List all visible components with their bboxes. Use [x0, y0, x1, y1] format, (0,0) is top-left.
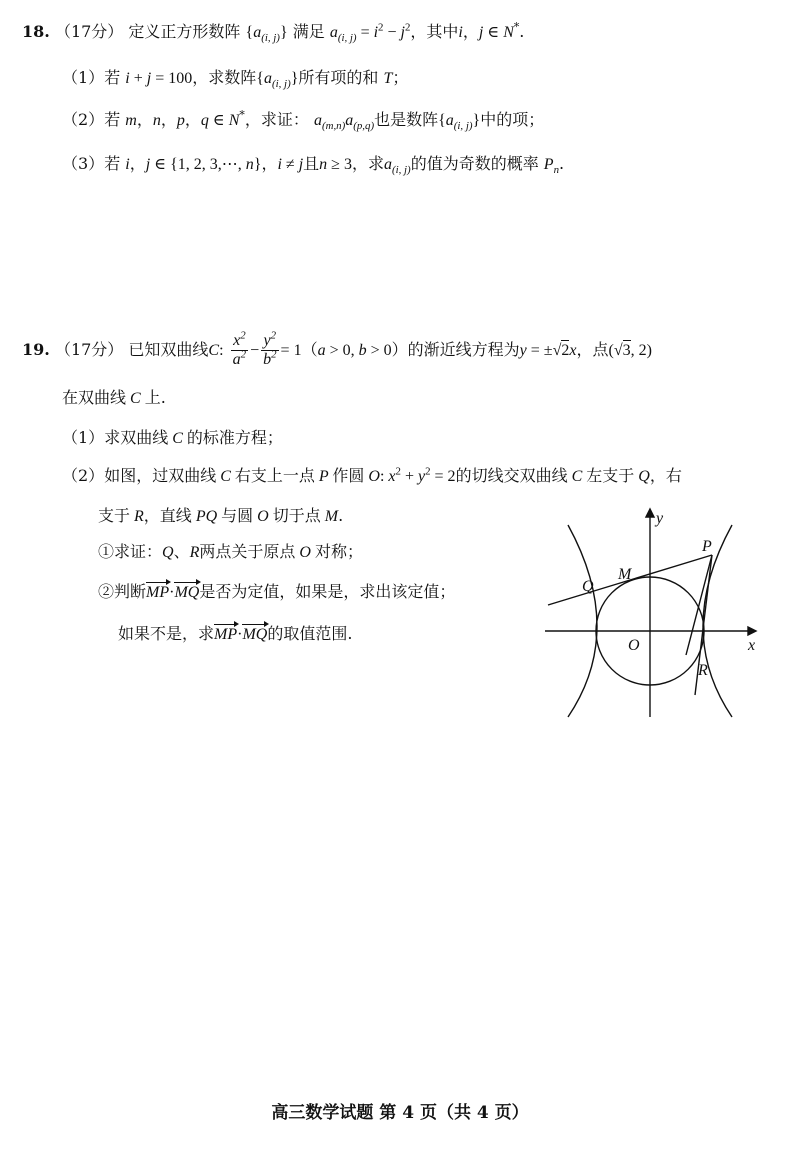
q19-part1-text2: 的标准方程；	[186, 428, 283, 447]
q18-stem-text3: ，其中	[410, 22, 459, 41]
page-footer: 高三数学试题 第 4 页（共 4 页）	[271, 1103, 529, 1123]
q19-part2-text5: 左支于	[586, 466, 635, 485]
q18-part3-text4: ，求	[351, 154, 384, 173]
q18-part2-text3: 也是数阵	[374, 110, 439, 129]
q18-stem-text: 定义正方形数阵	[128, 22, 241, 41]
q18-part3-label: （3）	[62, 154, 105, 173]
q19-part2-text3: 作圆	[332, 466, 365, 485]
q18-part2-text: 若	[104, 110, 121, 129]
q18-part3-text: 若	[104, 154, 121, 173]
q18-part1-text4: ；	[392, 68, 409, 87]
x-axis-arrow	[748, 627, 756, 635]
q19-part2: （2）如图，过双曲线 C 右支上一点 P 作圆 O: $x^2 + y^2 = 2$的切线交双曲线 C 左支于 Q，右	[62, 465, 682, 485]
q19-stem-text2: 的渐近线方程为	[407, 340, 520, 359]
q18-part3: （3）若 i，j ∈ {1, 2, 3,⋯, n}，i ≠ j且n ≥ 3，求$a_{(i, j)}$的值为奇数的概率 $P_n$.	[62, 154, 565, 177]
q19-stem-text3: ，点	[576, 340, 609, 359]
q19-part2-line2-text3: 与圆	[221, 506, 254, 525]
point-P-label: P	[702, 538, 712, 555]
point-Q-label: Q	[582, 578, 594, 595]
q18-part1-text: 若	[104, 68, 121, 87]
q19-part2-text6: ，右	[649, 466, 682, 485]
q18-part2-text2: ，求证：	[244, 110, 309, 129]
q19-stem-line2: 在双曲线 C 上.	[62, 388, 166, 407]
q19-stem-text: 已知双曲线	[128, 340, 209, 359]
q19-sub1-text2: 两点关于原点	[199, 542, 296, 561]
q18-part1-text3: 所有项的和	[298, 68, 379, 87]
q19-sub2-line2-text2: 的取值范围.	[267, 624, 353, 643]
q19-part2-line2-text: 支于	[98, 506, 131, 525]
q19-sub1-text3: 对称；	[314, 542, 363, 561]
q19-sub2-text2: 是否为定值，如果是，求出该定值；	[199, 582, 456, 601]
q19-part1-label: （1）	[62, 428, 105, 447]
q19-sub1-text: ①求证：	[98, 542, 163, 561]
q18-part1-label: （1）	[62, 68, 105, 87]
q19-part1-text: 求双曲线	[104, 428, 169, 447]
q19-sub1: ①求证：Q、R两点关于原点 O 对称；	[98, 542, 363, 561]
q19-part2-label: （2）	[62, 466, 105, 485]
q19-part2-text2: 右支上一点	[234, 466, 315, 485]
q18-part2: （2）若 m，n，p，q ∈ N*，求证： $a_{(m,n)}a_{(p,q)}$也是数阵$\{a_{(i, j)}\}$中的项；	[62, 108, 545, 133]
line-PR-1	[686, 555, 712, 655]
point-M-label: M	[618, 566, 632, 583]
q19-part2-line2-text4: 切于点	[272, 506, 321, 525]
q18-part1: （1）若 i + j = 100，求数阵$\{a_{(i, j)}\}$所有项的和 T；	[62, 68, 409, 91]
q18-stem-text2: 满足	[292, 22, 325, 41]
q19-part2-line2: 支于 R，直线 PQ 与圆 O 切于点 M.	[98, 506, 344, 525]
origin-label: O	[628, 637, 640, 654]
y-axis-arrow	[646, 509, 654, 517]
q19-stem-line2-text: 在双曲线	[62, 388, 127, 407]
q19-part2-line2-text2: ，直线	[143, 506, 192, 525]
point-R-label: R	[698, 662, 708, 679]
q19-part1: （1）求双曲线 C 的标准方程；	[62, 428, 283, 447]
q18-number: 18.	[22, 22, 50, 41]
q19-score: （17分）	[54, 340, 124, 359]
q18-score: （17分）	[54, 22, 124, 41]
q19-number: 19.	[22, 340, 50, 359]
q18-part2-text4: 中的项；	[480, 110, 545, 129]
q19-stem: 19. （17分） 已知双曲线C: $\frac{x^2}{a^2}$ − $\frac{y^2}{b^2}$ = 1（a > 0, b > 0）的渐近线方程为y = ±√2x，点(√3, 2)	[22, 329, 652, 368]
q18-part2-label: （2）	[62, 110, 105, 129]
q19-part2-text: 如图，过双曲线	[104, 466, 217, 485]
q18-part1-text2: ，求数阵	[192, 68, 257, 87]
q18-stem: 18. （17分） 定义正方形数阵 $\{a_{(i, j)}\}$ 满足 $a_{(i, j)} = i^2 - j^2$，其中i，j ∈ N*.	[22, 20, 525, 45]
q18-part3-text5: 的值为奇数的概率	[410, 154, 539, 173]
q19-sub2-line2: 如果不是，求MP·MQ的取值范围.	[118, 624, 353, 643]
q19-sub2: ②判断MP·MQ是否为定值，如果是，求出该定值；	[98, 582, 456, 601]
hyperbola-figure	[540, 505, 760, 720]
y-label: y	[656, 510, 664, 527]
q18-part3-text2: ，	[261, 154, 278, 173]
q19-stem-line2-text2: 上.	[144, 388, 166, 407]
hyperbola-left-branch	[568, 525, 597, 717]
q19-sub2-line2-text: 如果不是，求	[118, 624, 215, 643]
q18-part3-text3: 且	[303, 154, 320, 173]
q19-part2-text4: 的切线交双曲线	[455, 466, 568, 485]
x-label: x	[748, 637, 756, 654]
q19-sub2-text: ②判断	[98, 582, 147, 601]
